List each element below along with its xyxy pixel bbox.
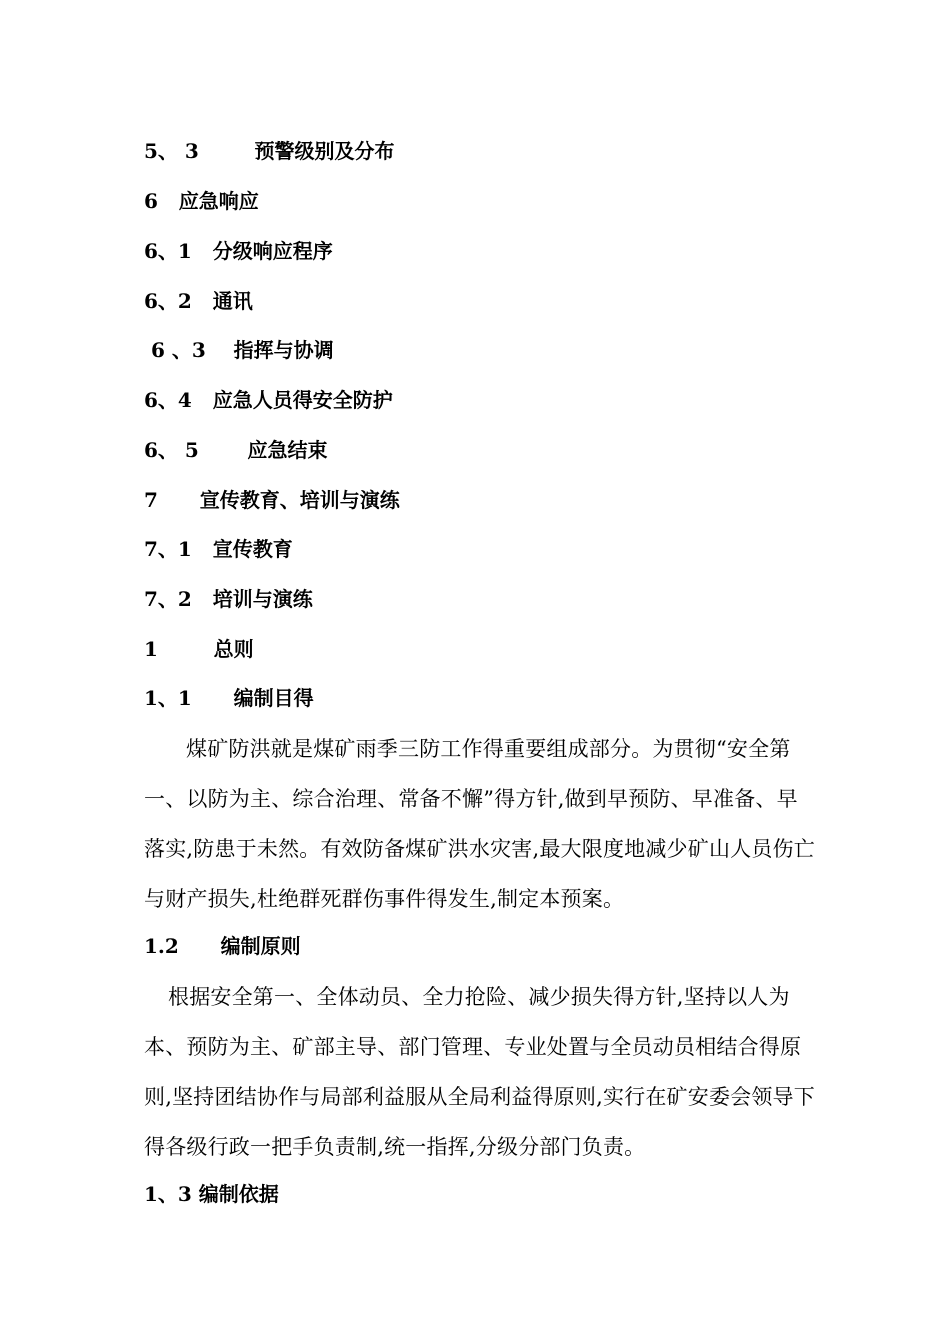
section-heading-purpose: 1、1 编制目得 (144, 686, 314, 710)
section-heading-general: 1 总则 (144, 637, 254, 661)
section-heading-principles: 1.2 编制原则 (144, 934, 301, 958)
toc-item: 6、 5 应急结束 (144, 438, 328, 462)
toc-item: 7 宣传教育、培训与演练 (144, 488, 400, 512)
toc-item: 5、 3 预警级别及分布 (144, 139, 395, 163)
toc-item: 6、1 分级响应程序 (144, 239, 333, 263)
paragraph-purpose: 煤矿防洪就是煤矿雨季三防工作得重要组成部分。为贯彻“安全第一、以防为主、综合治理、常备不懈”得方针,做到早预防、早准备、早落实,防患于未然。有效防备煤矿洪水灾害,最大限度地减少矿山人员伤亡与财产损失,杜绝群死群伤事件得发生,制定本预案。 (144, 737, 815, 911)
toc-item: 6 应急响应 (144, 189, 259, 213)
section-heading-basis: 1、3 编制依据 (144, 1182, 279, 1206)
toc-item: 7、1 宣传教育 (144, 537, 293, 561)
toc-item: 7、2 培训与演练 (144, 587, 313, 611)
toc-item: 6 、3 指挥与协调 (144, 338, 334, 362)
paragraph-principles: 根据安全第一、全体动员、全力抢险、减少损失得方针,坚持以人为本、预防为主、矿部主导、部门管理、专业处置与全员动员相结合得原则,坚持团结协作与局部利益服从全局利益得原则,实行在矿安委会领导下得各级行政一把手负责制,统一指挥,分级分部门负责。 (144, 985, 815, 1159)
toc-item: 6、2 通讯 (144, 289, 253, 313)
toc-item: 6、4 应急人员得安全防护 (144, 388, 393, 412)
